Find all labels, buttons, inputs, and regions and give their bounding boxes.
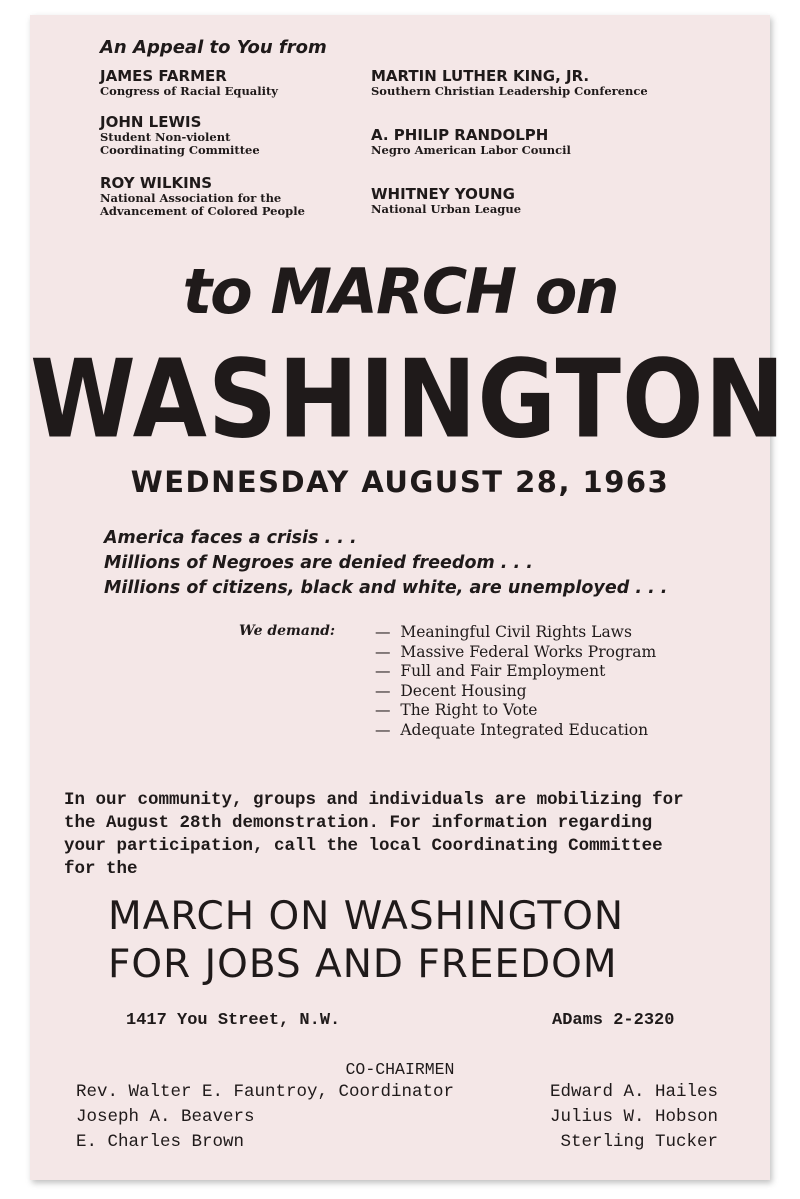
leader-affiliation: Negro American Labor Council [371,143,571,157]
demands-label: We demand: [239,623,336,639]
crisis-line: Millions of citizens, black and white, are unemployed . . . [104,578,668,598]
leader-affiliation: Student Non-violent Coordinating Committee [100,130,260,157]
crisis-line: Millions of Negroes are denied freedom . . . [104,553,533,573]
leader-affiliation: Southern Christian Leadership Conference [371,84,648,98]
demand-item: — The Right to Vote [375,701,656,721]
cochairman-name: Julius W. Hobson [549,1107,718,1127]
flyer-sheet [30,15,786,1180]
demands-list [375,623,656,740]
cochairman-name: Edward A. Hailes [549,1082,718,1102]
cochairmen-list-right [530,1080,718,1155]
cochairman-name: Rev. Walter E. Fauntroy, Coordinator [76,1082,455,1102]
leader-name: A. PHILIP RANDOLPH [371,126,549,144]
leader-name: WHITNEY YOUNG [371,185,515,203]
leader-affiliation: National Urban League [371,202,522,216]
demand-item: — Decent Housing [375,682,656,702]
organization-title-line: MARCH ON WASHINGTON [108,894,625,939]
demand-item: — Meaningful Civil Rights Laws [375,623,656,643]
leader-block [371,67,701,98]
cochairmen-heading: CO-CHAIRMEN [345,1060,455,1079]
demand-item: — Adequate Integrated Education [375,721,656,741]
leader-name: JOHN LEWIS [100,113,202,131]
headline-washington: WASHINGTON [30,337,786,463]
cochairman-name: Joseph A. Beavers [76,1107,255,1127]
leader-block [371,185,701,216]
headline-to-march-on: to MARCH on [182,255,618,328]
appeal-heading: An Appeal to You from [100,37,327,58]
leader-affiliation: Congress of Racial Equality [100,84,278,98]
cochairman-name: Sterling Tucker [560,1132,718,1152]
march-date: WEDNESDAY AUGUST 28, 1963 [130,465,670,499]
community-paragraph: In our community, groups and individuals are mobilizing for the August 28th demonstration. For information regarding your participation, call the local Coordinating Committee for the [64,790,684,879]
leader-name: JAMES FARMER [100,67,227,85]
demand-item: — Massive Federal Works Program [375,643,656,663]
cochairman-name: E. Charles Brown [76,1132,245,1152]
leader-name: MARTIN LUTHER KING, JR. [371,67,590,85]
crisis-statement [104,526,667,601]
street-address: 1417 You Street, N.W. [126,1011,341,1030]
leader-block [371,126,701,157]
organization-title [108,893,624,989]
leader-affiliation: National Association for the Advancement of Colored People [100,191,305,218]
crisis-line: America faces a crisis . . . [104,528,357,548]
cochairmen-list-left [76,1080,454,1155]
leader-name: ROY WILKINS [100,174,213,192]
demand-item: — Full and Fair Employment [375,662,656,682]
phone-number: ADams 2-2320 [552,1011,675,1030]
organization-title-line: FOR JOBS AND FREEDOM [108,942,618,987]
